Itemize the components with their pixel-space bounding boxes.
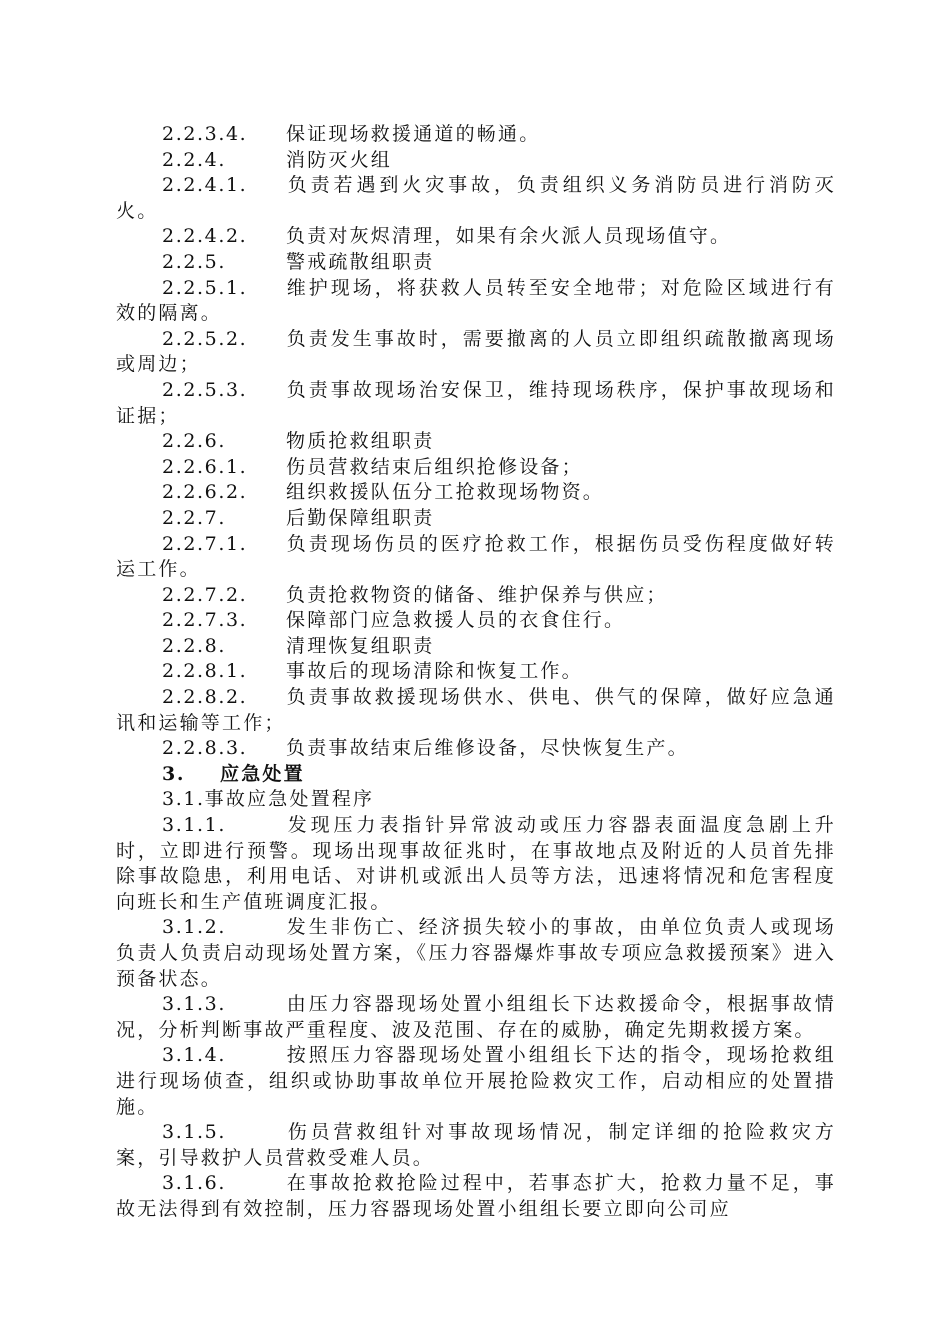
clause-text: 保证现场救援通道的畅通。 (286, 123, 541, 145)
step-3-1-4 (116, 1043, 836, 1120)
clause-2-2-3-4 (116, 122, 836, 148)
clause-number: 2.2.7.2. (162, 583, 248, 606)
clause-text: 后勤保障组职责 (286, 506, 435, 529)
clause-2-2-5-3 (116, 378, 836, 429)
step-number: 3.1.3. (162, 993, 226, 1016)
clause-2-2-4 (116, 148, 836, 174)
step-3-1-5 (116, 1120, 836, 1171)
clause-text: 负责事故结束后维修设备，尽快恢复生产。 (286, 737, 689, 760)
clause-number: 2.2.7. (162, 506, 226, 529)
clause-number: 2.2.8.2. (162, 686, 248, 709)
clause-text: 组织救援队伍分工抢救现场物资。 (286, 481, 605, 504)
clause-number: 2.2.5.2. (162, 327, 248, 350)
clause-2-2-5-1 (116, 276, 836, 327)
clause-2-2-4-1 (116, 173, 836, 224)
clause-text: 负责若遇到火灾事故，负责组织义务消防员进行消防灭火。 (116, 174, 836, 222)
step-text: 按照压力容器现场处置小组组长下达的指令，现场抢救组进行现场侦查，组织或协助事故单位开展抢险救灾工作，启动相应的处置措施。 (116, 1044, 836, 1118)
step-number: 3.1.4. (162, 1044, 226, 1067)
step-number: 3.1.1. (162, 814, 226, 837)
document-body (116, 122, 836, 1223)
step-3-1-2 (116, 915, 836, 992)
step-text: 由压力容器现场处置小组组长下达救援命令，根据事故情况，分析判断事故严重程度、波及范围、存在的威胁，确定先期救援方案。 (116, 993, 836, 1041)
clause-text: 维护现场，将获救人员转至安全地带；对危险区域进行有效的隔离。 (116, 276, 836, 325)
clause-number: 2.2.5.1. (162, 276, 248, 299)
step-text: 伤员营救组针对事故现场情况，制定详细的抢险救灾方案，引导救护人员营救受难人员。 (116, 1121, 836, 1169)
clause-number: 2.2.4. (162, 148, 226, 171)
clause-text: 负责事故现场治安保卫，维持现场秩序，保护事故现场和证据； (116, 378, 836, 427)
subsection-title: 事故应急处置程序 (204, 788, 375, 811)
clause-2-2-7 (116, 506, 836, 532)
clause-2-2-8-1 (116, 659, 836, 685)
section-number: 3. (162, 762, 186, 785)
step-3-1-1 (116, 813, 836, 915)
section-heading (116, 762, 836, 788)
clause-number: 2.2.4.1. (162, 174, 248, 197)
clause-text: 消防灭火组 (286, 148, 393, 171)
clause-text: 警戒疏散组职责 (286, 250, 435, 273)
clause-2-2-6 (116, 429, 836, 455)
clause-2-2-4-2 (116, 224, 836, 250)
clause-number: 2.2.5.3. (162, 378, 248, 401)
clause-number: 2.2.4.2. (162, 225, 248, 248)
clause-number: 2.2.7.1. (162, 532, 248, 555)
clause-2-2-7-1 (116, 532, 836, 583)
clause-number: 2.2.8.3. (162, 737, 248, 760)
step-text: 在事故抢救抢险过程中，若事态扩大，抢救力量不足，事故无法得到有效控制，压力容器现场处置小组组长要立即向公司应 (116, 1172, 836, 1220)
clause-2-2-7-3 (116, 608, 836, 634)
clause-2-2-5-2 (116, 327, 836, 378)
clause-2-2-8-3 (116, 736, 836, 762)
clause-number: 2.2.6. (162, 430, 226, 453)
clause-2-2-6-1 (116, 455, 836, 481)
step-3-1-3 (116, 992, 836, 1043)
clause-text: 物质抢救组职责 (286, 430, 435, 453)
clause-2-2-5 (116, 250, 836, 276)
clause-2-2-8 (116, 634, 836, 660)
clause-2-2-8-2 (116, 685, 836, 736)
clause-number: 2.2.5. (162, 250, 226, 273)
step-3-1-6 (116, 1171, 836, 1222)
subsection-number: 3.1. (162, 788, 205, 811)
clause-number: 2.2.6.1. (162, 455, 248, 478)
clause-text: 清理恢复组职责 (286, 634, 435, 657)
clause-text: 伤员营救结束后组织抢修设备； (286, 455, 583, 478)
step-number: 3.1.6. (162, 1172, 226, 1195)
step-number: 3.1.5. (162, 1121, 226, 1144)
clause-text: 负责事故救援现场供水、供电、供气的保障，做好应急通讯和运输等工作； (116, 686, 836, 734)
clause-number: 2.2.8. (162, 634, 226, 657)
clause-2-2-6-2 (116, 480, 836, 506)
section-title: 应急处置 (220, 762, 305, 785)
subsection-heading (116, 787, 836, 813)
clause-text: 事故后的现场清除和恢复工作。 (286, 660, 583, 683)
step-text: 发生非伤亡、经济损失较小的事故，由单位负责人或现场负责人负责启动现场处置方案，《压力容器爆炸事故专项应急救援预案》进入预备状态。 (116, 916, 836, 990)
clause-text: 负责抢救物资的储备、维护保养与供应； (286, 583, 668, 606)
clause-number: 2.2.6.2. (162, 481, 248, 504)
step-number: 3.1.2. (162, 916, 226, 939)
clause-2-2-7-2 (116, 583, 836, 609)
clause-text: 保障部门应急救援人员的衣食住行。 (286, 609, 626, 632)
step-text: 发现压力表指针异常波动或压力容器表面温度急剧上升时，立即进行预警。现场出现事故征兆时，在事故地点及附近的人员首先排除事故隐患，利用电话、对讲机或派出人员等方法，迅速将情况和危害程度向班长和生产值班调度汇报。 (116, 814, 836, 913)
clause-number: 2.2.3.4. (162, 123, 248, 145)
clause-number: 2.2.7.3. (162, 609, 248, 632)
clause-number: 2.2.8.1. (162, 660, 248, 683)
clause-text: 负责发生事故时，需要撤离的人员立即组织疏散撤离现场或周边； (116, 327, 836, 376)
clause-text: 负责对灰烬清理，如果有余火派人员现场值守。 (286, 225, 732, 248)
clause-text: 负责现场伤员的医疗抢救工作，根据伤员受伤程度做好转运工作。 (116, 532, 836, 581)
